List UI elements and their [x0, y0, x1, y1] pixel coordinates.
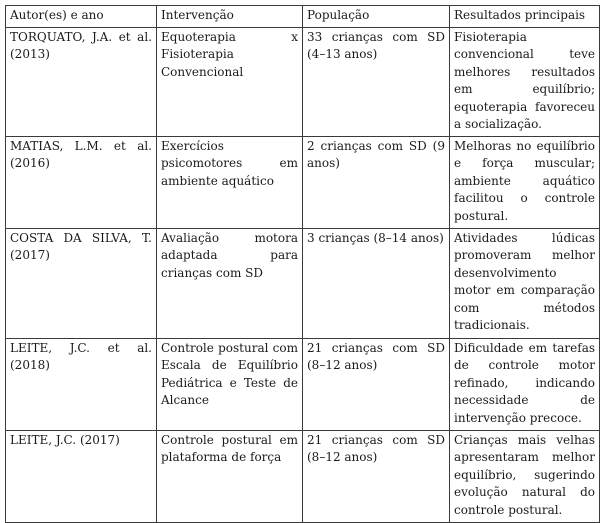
cell-author: LEITE, J.C. et al. (2018): [6, 338, 157, 430]
cell-results: Atividades lúdicas promoveram melhor desenvolvimento motor em comparação com métodos tradicionais.: [450, 228, 600, 338]
table-row: [6, 228, 600, 338]
cell-intervention: Exercícios psicomotores em ambiente aquático: [157, 136, 303, 228]
cell-results: Melhoras no equilíbrio e força muscular; ambiente aquático facilitou o controle postural.: [450, 136, 600, 228]
studies-table: [5, 5, 600, 523]
cell-author: TORQUATO, J.A. et al. (2013): [6, 27, 157, 136]
header-intervention: Intervenção: [157, 6, 303, 28]
cell-author: COSTA DA SILVA, T. (2017): [6, 228, 157, 338]
header-results: Resultados principais: [450, 6, 600, 28]
cell-population: 2 crianças com SD (9 anos): [303, 136, 450, 228]
cell-author: LEITE, J.C. (2017): [6, 430, 157, 522]
cell-author: MATIAS, L.M. et al. (2016): [6, 136, 157, 228]
cell-intervention: Avaliação motora adaptada para crianças com SD: [157, 228, 303, 338]
cell-intervention: Controle postural com Escala de Equilíbrio Pediátrica e Teste de Alcance: [157, 338, 303, 430]
header-author: Autor(es) e ano: [6, 6, 157, 28]
table-row: [6, 27, 600, 136]
cell-population: 21 crianças com SD (8–12 anos): [303, 430, 450, 522]
cell-intervention: Controle postural em plataforma de força: [157, 430, 303, 522]
cell-population: 33 crianças com SD (4–13 anos): [303, 27, 450, 136]
cell-results: Dificuldade em tarefas de controle motor refinado, indicando necessidade de intervenção precoce.: [450, 338, 600, 430]
cell-population: 3 crianças (8–14 anos): [303, 228, 450, 338]
table-row: [6, 136, 600, 228]
cell-results: Fisioterapia convencional teve melhores resultados em equilíbrio; equoterapia favoreceu a socialização.: [450, 27, 600, 136]
cell-results: Crianças mais velhas apresentaram melhor equilíbrio, sugerindo evolução natural do controle postural.: [450, 430, 600, 522]
table-row: [6, 430, 600, 522]
table-row: [6, 338, 600, 430]
header-row: [6, 6, 600, 28]
header-population: População: [303, 6, 450, 28]
cell-intervention: Equoterapia x Fisioterapia Convencional: [157, 27, 303, 136]
cell-population: 21 crianças com SD (8–12 anos): [303, 338, 450, 430]
